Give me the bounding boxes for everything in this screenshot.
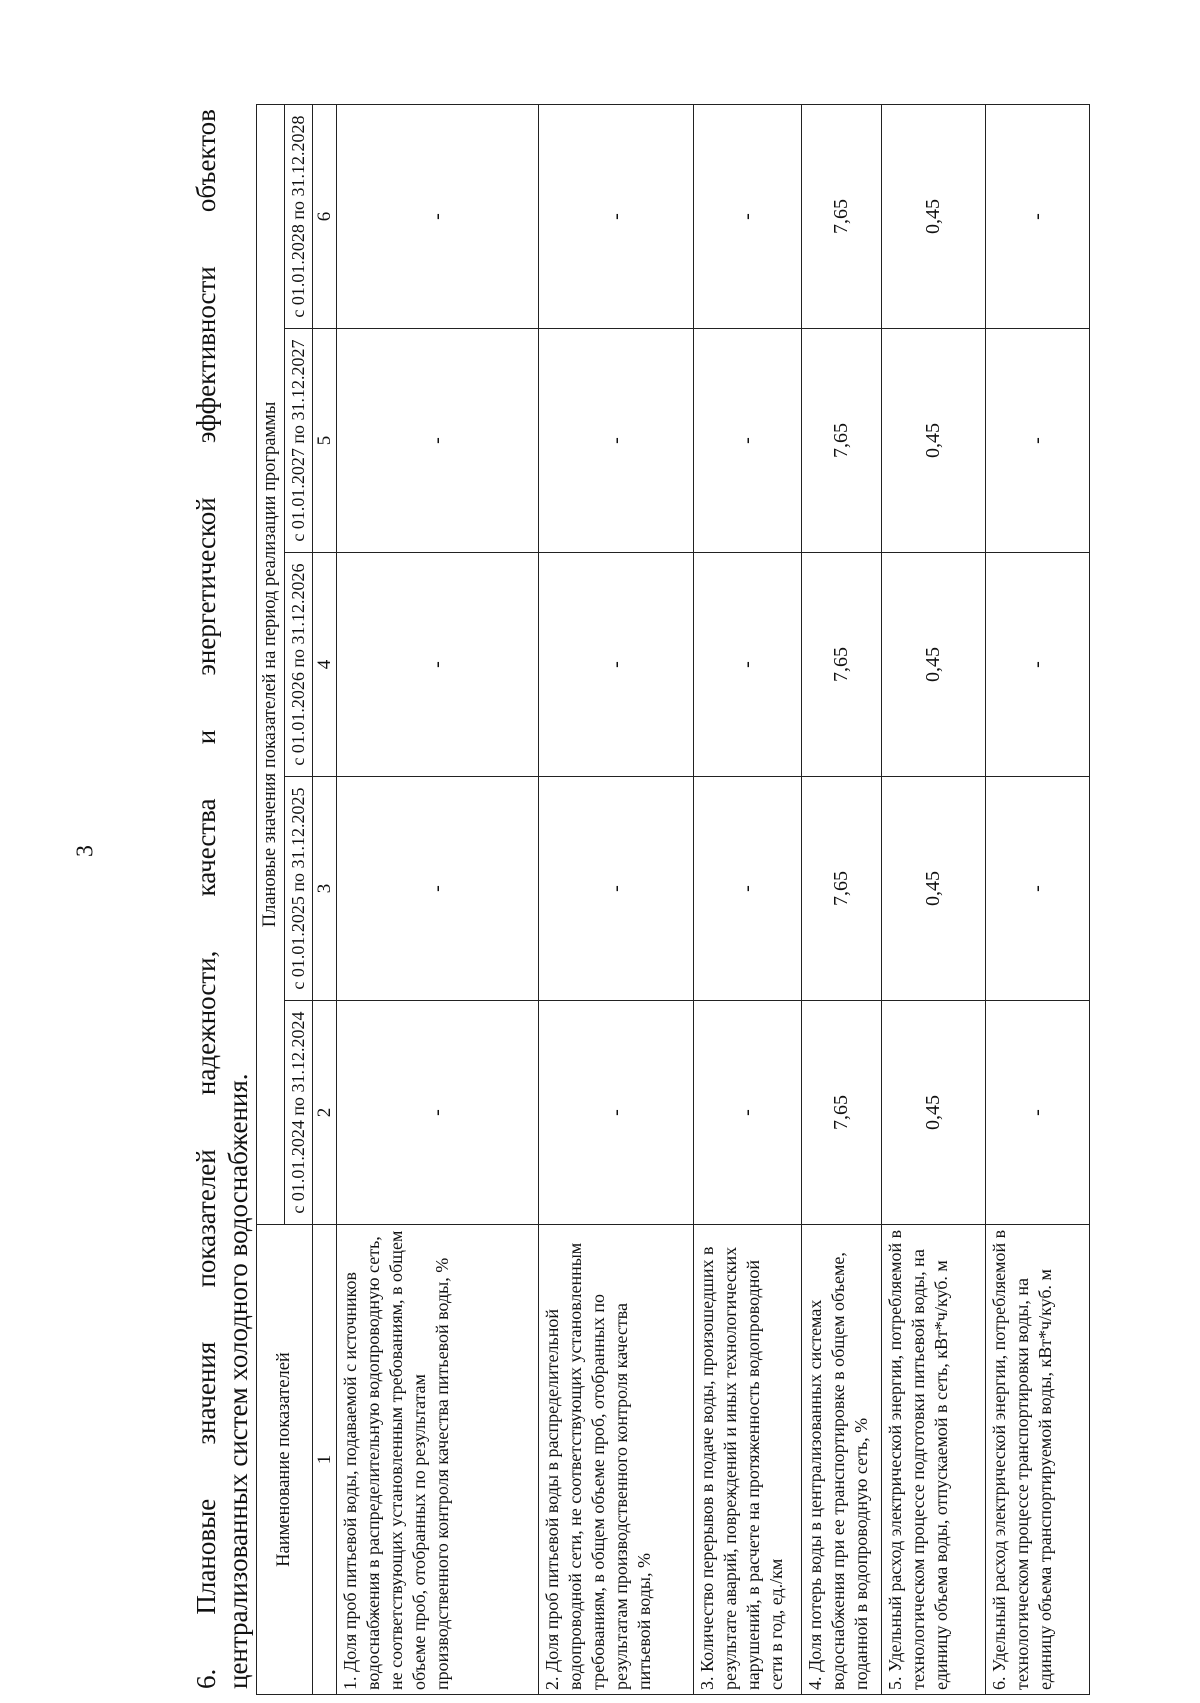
- indicator-value: -: [986, 329, 1090, 553]
- indicator-name: 1. Доля проб питьевой воды, подаваемой с источников водоснабжения в распределительную водопроводную сеть, не соответствующих установленным требованиям, в общем объеме проб, отобранных по результатам производственного контроля качества питьевой воды, %: [337, 1225, 539, 1695]
- indicator-value: 0,45: [882, 1001, 986, 1225]
- header-indicator-name: Наименование показателей: [257, 1225, 313, 1695]
- indicator-value: 7,65: [802, 1001, 882, 1225]
- table-row: [539, 104, 694, 1694]
- heading-word: 6.: [191, 1668, 221, 1689]
- indicator-value: -: [694, 777, 802, 1001]
- indicator-name: 6. Удельный расход электрической энергии, потребляемой в технологическом процессе транспортировки воды, на единицу объема транспортируемой воды, кВт*ч/куб. м: [986, 1225, 1090, 1695]
- table-row: [986, 104, 1090, 1694]
- indicator-name: 3. Количество перерывов в подаче воды, произошедших в результате аварий, повреждений и иных технологических нарушений, в расчете на протяженность водопроводной сети в год, ед./км: [694, 1225, 802, 1695]
- indicators-table: [256, 104, 1090, 1695]
- indicator-value: 0,45: [882, 777, 986, 1001]
- indicator-value: -: [539, 104, 694, 328]
- indicator-value: -: [539, 553, 694, 777]
- indicator-value: 7,65: [802, 104, 882, 328]
- indicator-value: -: [337, 329, 539, 553]
- header-planned-values: Плановые значения показателей на период реализации программы: [257, 104, 285, 1224]
- indicator-value: -: [694, 104, 802, 328]
- indicator-name: 2. Доля проб питьевой воды в распределительной водопроводной сети, не соответствующих установленным требованиям, в общем объеме проб, отобранных по результатам производственного контроля качества питьевой воды, %: [539, 1225, 694, 1695]
- rotated-document-body: [190, 105, 1120, 1695]
- heading-word: Плановые: [191, 1498, 221, 1615]
- table-row: [802, 104, 882, 1694]
- heading-word: качества: [191, 798, 221, 897]
- column-number: 2: [313, 1001, 337, 1225]
- indicator-value: -: [986, 104, 1090, 328]
- column-number: 1: [313, 1225, 337, 1695]
- column-number: 3: [313, 777, 337, 1001]
- header-period: с 01.01.2028 по 31.12.2028: [285, 104, 313, 328]
- column-number: 6: [313, 104, 337, 328]
- indicator-value: 7,65: [802, 553, 882, 777]
- heading-word: показателей: [191, 1149, 221, 1288]
- header-period: с 01.01.2026 по 31.12.2026: [285, 553, 313, 777]
- header-period: с 01.01.2027 по 31.12.2027: [285, 329, 313, 553]
- heading-word: значения: [191, 1341, 221, 1445]
- indicator-value: 7,65: [802, 777, 882, 1001]
- section-heading: [190, 105, 254, 1695]
- header-period: с 01.01.2024 по 31.12.2024: [285, 1001, 313, 1225]
- indicator-value: -: [337, 104, 539, 328]
- page-number: 3: [72, 845, 99, 857]
- indicator-value: -: [337, 777, 539, 1001]
- indicator-value: -: [337, 553, 539, 777]
- header-period: с 01.01.2025 по 31.12.2025: [285, 777, 313, 1001]
- indicator-value: -: [694, 553, 802, 777]
- heading-word: надежности,: [191, 950, 221, 1096]
- table-row: [694, 104, 802, 1694]
- indicator-name: 5. Удельный расход электрической энергии, потребляемой в технологическом процессе подготовки питьевой воды, на единицу объема воды, отпускаемой в сеть, кВт*ч/куб. м: [882, 1225, 986, 1695]
- column-number: 4: [313, 553, 337, 777]
- indicator-value: -: [539, 777, 694, 1001]
- indicator-value: -: [986, 777, 1090, 1001]
- indicator-value: -: [986, 553, 1090, 777]
- indicator-value: 0,45: [882, 104, 986, 328]
- indicator-value: -: [337, 1001, 539, 1225]
- table-row: [337, 104, 539, 1694]
- heading-word: энергетической: [191, 497, 221, 676]
- indicator-value: -: [694, 329, 802, 553]
- indicator-value: 7,65: [802, 329, 882, 553]
- heading-word: объектов: [191, 109, 221, 213]
- indicator-name: 4. Доля потерь воды в централизованных системах водоснабжения при ее транспортировке в общем объеме, поданной в водопроводную сеть, %: [802, 1225, 882, 1695]
- indicator-value: 0,45: [882, 553, 986, 777]
- heading-line-2: централизованных систем холодного водоснабжения.: [223, 1073, 253, 1689]
- indicator-value: -: [539, 1001, 694, 1225]
- indicator-value: -: [694, 1001, 802, 1225]
- heading-line-1: [190, 109, 222, 1689]
- indicator-value: -: [539, 329, 694, 553]
- column-number: 5: [313, 329, 337, 553]
- heading-word: эффективности: [191, 266, 221, 444]
- indicator-value: 0,45: [882, 329, 986, 553]
- heading-word: и: [191, 729, 221, 745]
- indicator-value: -: [986, 1001, 1090, 1225]
- table-row: [882, 104, 986, 1694]
